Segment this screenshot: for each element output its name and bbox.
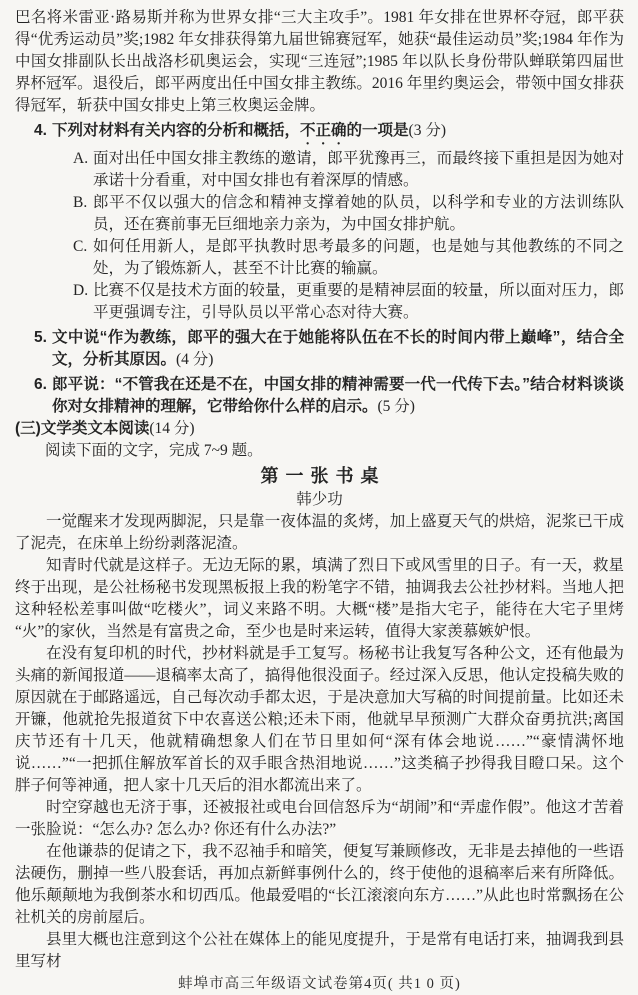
option-b-label: B. (73, 194, 88, 211)
passage-paragraph: 在他谦恭的促请之下，我不忍袖手和暗笑，便复写兼顾修改，无非是去掉他的一些语法硬伤，删掉一些八股套话，再加点新鲜事例什么的，终于使他的退稿率后来有所降低。他乐颠颠地为我倒茶水和切西瓜。他最爱唱的“长江滚滚向东方……”从此也时常飘扬在公社机关的房前屋后。 (15, 843, 624, 926)
question-6-score: (5 分) (377, 398, 415, 415)
passage-paragraph: 一觉醒来才发现两脚泥，只是靠一夜体温的炙烤，加上盛夏天气的烘焙，泥浆已干成了泥壳，在床单上纷纷剥落泥渣。 (15, 513, 624, 552)
question-5-score: (4 分) (176, 351, 214, 368)
question-4-stem-before: 下列对材料有关内容的分析和概括， (52, 122, 301, 139)
question-4-score: (3 分) (408, 122, 446, 139)
question-4-number: 4. (34, 122, 47, 139)
option-a-label: A. (73, 150, 89, 167)
section-heading-row (15, 418, 624, 440)
question-4-stem-after: 的一项是 (346, 122, 409, 139)
question-4-stem (52, 122, 409, 139)
passage-paragraph: 县里大概也注意到这个公社在媒体上的能见度提升，于是常有电话打来，抽调我到县里写材 (15, 931, 624, 970)
question-4 (15, 120, 624, 148)
reading-instruction: 阅读下面的文字，完成 7~9 题。 (45, 442, 263, 459)
page-footer: 蚌埠市高三年级语文试卷第4页( 共1 0 页) (178, 976, 461, 992)
passage-author: 韩少功 (296, 491, 343, 508)
option-d-text: 比赛不仅是技术方面的较量，更重要的是精神层面的较量，所以面对压力，郎平更强调专注，引导队员以平常心态对待大赛。 (93, 282, 624, 321)
question-6-stem: 郎平说：“不管我在还是不在，中国女排的精神需要一代一代传下去。”结合材料谈谈你对女排精神的理解，它带给你什么样的启示。 (52, 376, 624, 415)
question-4-emphasis: 不正确 (300, 122, 347, 139)
option-c (15, 236, 624, 280)
option-c-label: C. (73, 238, 88, 255)
question-5 (15, 327, 624, 371)
question-6 (15, 374, 624, 418)
option-d (15, 280, 624, 324)
section-heading: (三)文学类文本阅读 (15, 420, 150, 437)
reading-passage (15, 463, 624, 973)
option-c-text: 如何任用新人，是郎平执教时思考最多的问题，也是她与其他教练的不同之处，为了锻炼新人，甚至不计比赛的输赢。 (93, 238, 624, 277)
option-a-text: 面对出任中国女排主教练的邀请，郎平犹豫再三，而最终接下重担是因为她对承诺十分看重，对中国女排也有着深厚的情感。 (93, 150, 624, 189)
option-b (15, 192, 624, 236)
question-6-number: 6. (34, 376, 47, 393)
passage-title: 第一张书桌 (260, 466, 386, 486)
passage-paragraph: 时空穿越也无济于事，还被报社或电台回信怒斥为“胡闹”和“弄虚作假”。他这才苦着一张脸说：“怎么办? 怎么办? 你还有什么办法?” (15, 799, 624, 838)
question-5-stem: 文中说“作为教练，郎平的强大在于她能将队伍在不长的时间内带上巅峰”，结合全文，分析其原因。 (52, 329, 624, 368)
passage-paragraph: 在没有复印机的时代，抄材料就是手工复写。杨秘书让我复写各种公文，还有他最为头痛的新闻报道——退稿率太高了，搞得他很没面子。经过深入反思，他认定投稿失败的原因就在于邮路遥远，自己每次动手都太迟，于是决意加大写稿的时间提前量。比如还未开镰，他就抢先报道贫下中农喜送公粮;还未下雨，他就早早预测广大群众奋勇抗洪;离国庆节还有十几天，他就精确想象人们在节日里如何“深有体会地说……”“豪情满怀地说……”“一把抓住解放军首长的双手眼含热泪地说……”这类稿子抄得我目瞪口呆。这个胖子何等神通，把人家十几天后的泪水都流出来了。 (15, 645, 624, 794)
passage-paragraph: 知青时代就是这样子。无边无际的累，填满了烈日下或风雪里的日子。有一天，救星终于出现，是公社杨秘书发现黑板报上我的粉笔字不错，抽调我去公社抄材料。当地人把这种轻松差事叫做“吃楼火”，词义来路不明。大概“楼”是指大宅子，能待在大宅子里烤“火”的家伙，当然是有富贵之命，至少也是时来运转，值得大家羡慕嫉妒恨。 (15, 557, 624, 640)
section-score: (14 分) (149, 420, 195, 437)
question-5-number: 5. (34, 329, 47, 346)
option-a (15, 148, 624, 192)
continuation-paragraph: 巴名将米雷亚·路易斯并称为世界女排“三大主攻手”。1981 年女排在世界杯夺冠，郎平获得“优秀运动员”奖;1982 年女排获得第九届世锦赛冠军，她获“最佳运动员”奖;1984 年作为中国女排副队长出战洛杉矶奥运会，实现“三连冠”;1985 年以队长身份带队蝉联第四届世界杯冠军。退役后，郎平两度出任中国女排主教练。2016 年里约奥运会，带领中国女排获得冠军，斩获中国女排史上第三枚奥运金牌。 (15, 9, 624, 114)
option-d-label: D. (73, 282, 89, 299)
option-b-text: 郎平不仅以强大的信念和精神支撑着她的队员，以科学和专业的方法训练队员，还在赛前事无巨细地亲力亲为，为中国女排护航。 (93, 194, 624, 233)
